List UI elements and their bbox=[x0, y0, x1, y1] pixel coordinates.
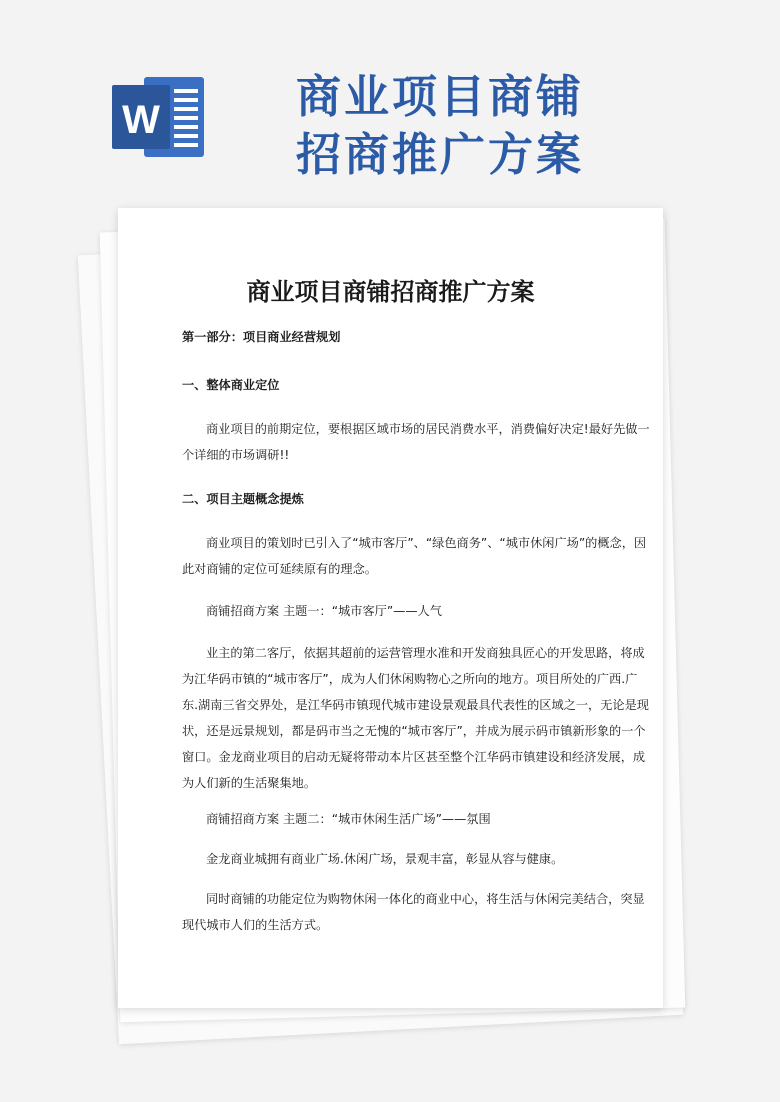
section1-heading: 一、整体商业定位 bbox=[182, 378, 280, 392]
theme2-paragraph-1: 金龙商业城拥有商业广场.休闲广场，景观丰富，彰显从容与健康。 bbox=[206, 852, 564, 866]
banner-title-line1: 商业项目商铺 bbox=[296, 70, 585, 123]
theme1-line: 商铺招商方案 主题一：“城市客厅”——人气 bbox=[206, 604, 442, 618]
svg-text:W: W bbox=[122, 98, 160, 142]
header-banner bbox=[0, 0, 780, 210]
part-heading: 第一部分：项目商业经营规划 bbox=[182, 330, 341, 344]
word-document-icon bbox=[108, 67, 208, 167]
theme2-paragraph-2: 同时商铺的功能定位为购物休闲一体化的商业中心，将生活与休闲完美结合，突显现代城市人们的生活方式。 bbox=[182, 892, 645, 932]
section2-heading: 二、项目主题概念提炼 bbox=[182, 492, 304, 506]
banner-title-line2: 招商推广方案 bbox=[296, 128, 585, 181]
document-page bbox=[118, 208, 663, 1008]
section2-paragraph: 商业项目的策划时已引入了“城市客厅”、“绿色商务”、“城市休闲广场”的概念，因此对商铺的定位可延续原有的理念。 bbox=[182, 536, 647, 576]
document-title: 商业项目商铺招商推广方案 bbox=[246, 278, 535, 306]
section1-paragraph: 商业项目的前期定位，要根据区域市场的居民消费水平，消费偏好决定!最好先做一个详细的市场调研!! bbox=[182, 422, 650, 462]
theme2-line: 商铺招商方案 主题二：“城市休闲生活广场”——氛围 bbox=[206, 812, 491, 826]
banner-title bbox=[296, 68, 584, 184]
theme1-paragraph: 业主的第二客厅，依据其超前的运营管理水准和开发商独具匠心的开发思路，将成为江华码市镇的“城市客厅”，成为人们休闲购物心之所向的地方。项目所处的广西.广东.湖南三省交界处，是江华码市镇现代城市建设景观最具代表性的区域之一，无论是现状，还是远景规划，都是码市当之无愧的“城市客厅”，并成为展示码市镇新形象的一个窗口。金龙商业项目的启动无疑将带动本片区甚至整个江华码市镇建设和经济发展，成为人们新的生活聚集地。 bbox=[182, 646, 649, 790]
document-body bbox=[182, 324, 652, 953]
